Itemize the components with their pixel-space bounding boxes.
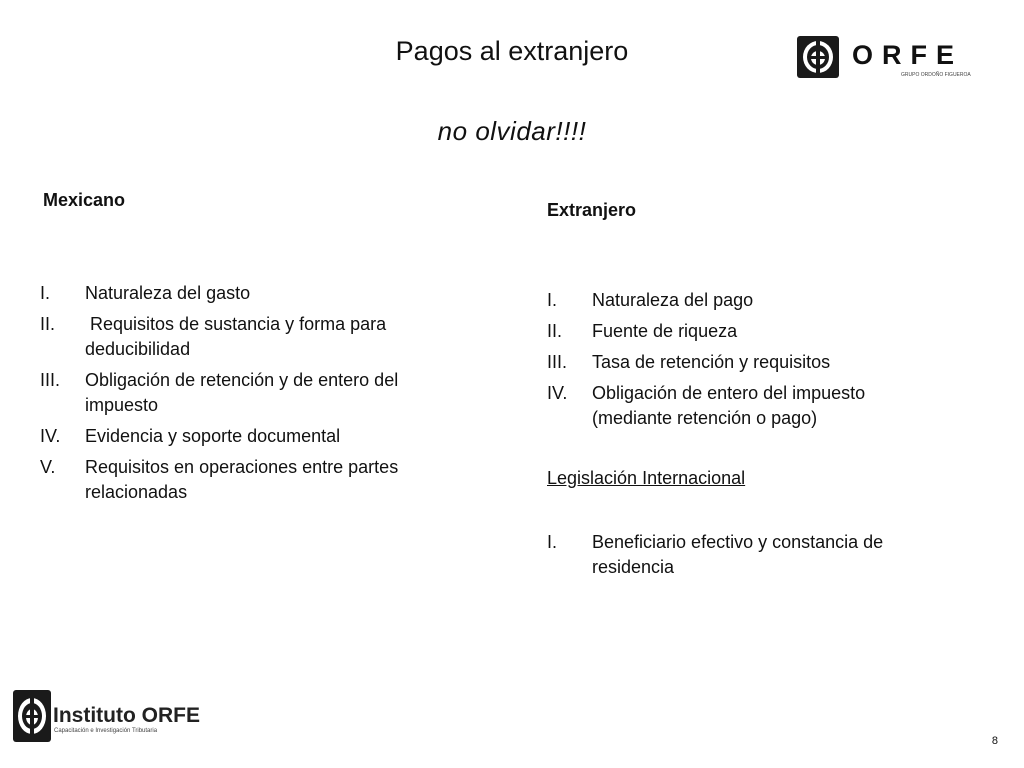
orfe-phi-logo-icon bbox=[797, 36, 839, 78]
list-item bbox=[40, 368, 440, 418]
right-column-heading: Extranjero bbox=[547, 200, 637, 220]
list-item-text: Requisitos en operaciones entre partes relacionadas bbox=[85, 457, 399, 502]
list-item-number: V. bbox=[40, 457, 56, 477]
list-item-number: III. bbox=[40, 370, 61, 390]
list-item bbox=[40, 281, 440, 306]
list-item bbox=[547, 319, 927, 344]
orfe-logo-top bbox=[797, 36, 969, 80]
extranjero-list bbox=[547, 288, 927, 437]
list-item bbox=[547, 350, 927, 375]
list-item-text: Obligación de entero del impuesto (mediante retención o pago) bbox=[592, 383, 866, 428]
orfe-phi-logo-icon bbox=[13, 690, 51, 742]
list-item-number: I. bbox=[547, 532, 558, 552]
list-item bbox=[547, 530, 927, 580]
list-item-number: II. bbox=[547, 321, 563, 341]
list-item-text: Beneficiario efectivo y constancia de residencia bbox=[592, 532, 884, 577]
mexicano-list bbox=[40, 281, 440, 511]
legislacion-internacional-list bbox=[547, 530, 927, 586]
orfe-brand-text: ORFE bbox=[852, 40, 964, 70]
list-item-number: I. bbox=[40, 283, 51, 303]
slide-subtitle: no olvidar!!!! bbox=[437, 116, 587, 146]
list-item bbox=[547, 381, 927, 431]
left-column-heading: Mexicano bbox=[43, 190, 126, 210]
list-item-text: Evidencia y soporte documental bbox=[85, 426, 341, 446]
instituto-orfe-logo bbox=[13, 690, 203, 744]
list-item-text: Naturaleza del gasto bbox=[85, 283, 251, 303]
list-item-text: Naturaleza del pago bbox=[592, 290, 754, 310]
list-item bbox=[547, 288, 927, 313]
list-item-number: II. bbox=[40, 314, 56, 334]
instituto-orfe-brand-text: Instituto ORFE bbox=[53, 704, 200, 727]
legislacion-internacional-heading: Legislación Internacional bbox=[547, 468, 746, 488]
page-number: 8 bbox=[991, 735, 998, 747]
list-item-number: IV. bbox=[40, 426, 61, 446]
instituto-orfe-tagline: Capacitación e Investigación Tributaria bbox=[54, 728, 158, 734]
list-item-text: Requisitos de sustancia y forma para deducibilidad bbox=[85, 314, 392, 359]
orfe-tagline: GRUPO ORDOÑO FIGUEROA bbox=[901, 72, 971, 78]
list-item-number: III. bbox=[547, 352, 568, 372]
list-item bbox=[40, 455, 440, 505]
list-item-number: IV. bbox=[547, 383, 568, 403]
list-item-text: Tasa de retención y requisitos bbox=[592, 352, 831, 372]
slide-title: Pagos al extranjero bbox=[395, 36, 629, 66]
list-item bbox=[40, 312, 440, 362]
list-item-text: Obligación de retención y de entero del impuesto bbox=[85, 370, 399, 415]
list-item bbox=[40, 424, 440, 449]
list-item-number: I. bbox=[547, 290, 558, 310]
list-item-text: Fuente de riqueza bbox=[592, 321, 738, 341]
